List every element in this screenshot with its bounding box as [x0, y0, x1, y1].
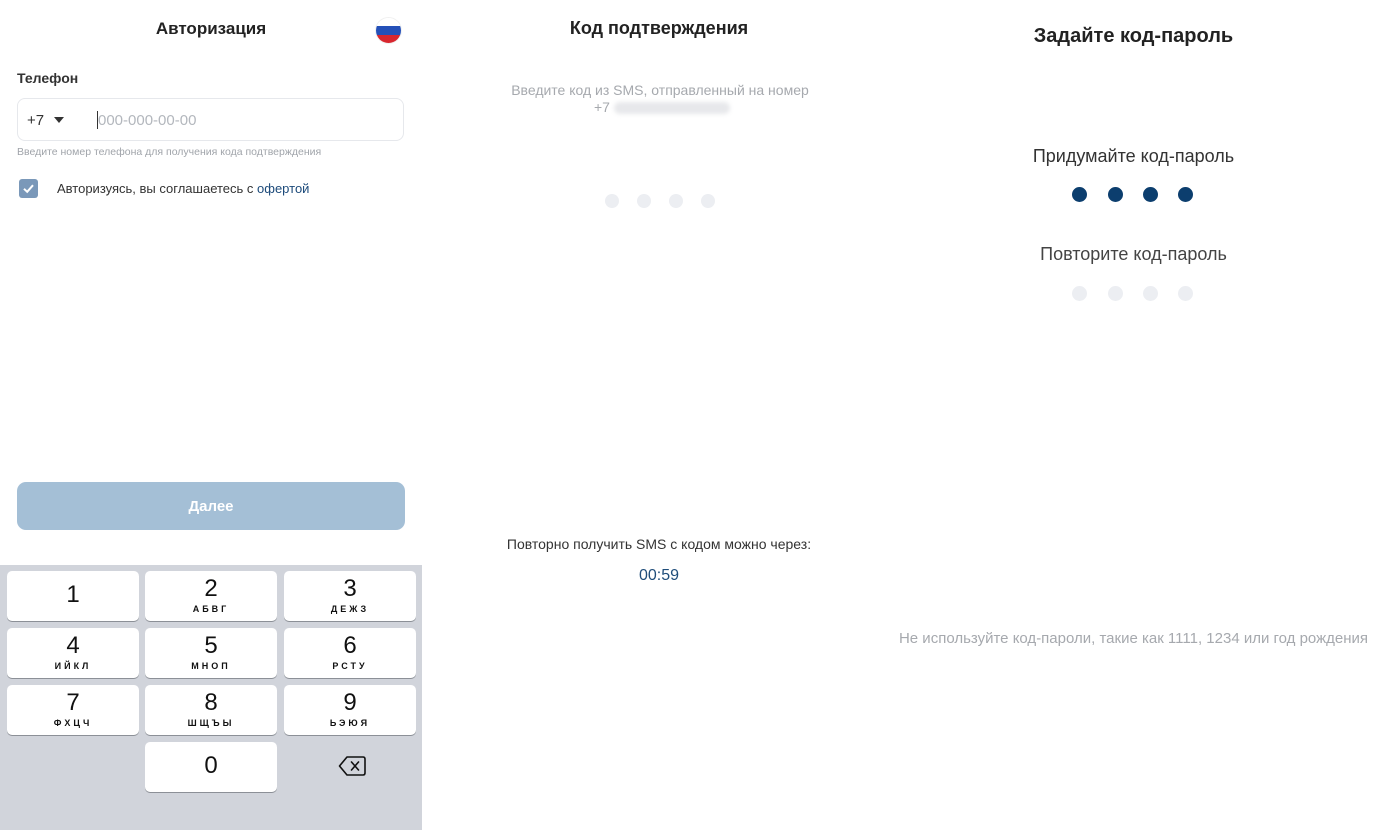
masked-phone-prefix: +7: [594, 99, 610, 115]
phone-label: Телефон: [17, 70, 79, 86]
russia-flag-icon[interactable]: [376, 18, 401, 43]
key-digit: 8: [204, 689, 218, 716]
code-dot: [701, 194, 715, 208]
key-letters: РСТУ: [332, 661, 368, 671]
passcode-dot: [1072, 187, 1087, 202]
key-digit: 9: [343, 689, 357, 716]
agree-checkbox[interactable]: [19, 179, 38, 198]
key-3[interactable]: [284, 571, 416, 621]
passcode-warning: Не используйте код-пароли, такие как 1111, 1234 или год рождения: [898, 630, 1369, 647]
key-digit: 1: [66, 581, 80, 608]
key-1[interactable]: [7, 571, 139, 621]
key-digit: 2: [204, 575, 218, 602]
repeat-dot: [1108, 286, 1123, 301]
code-dot: [605, 194, 619, 208]
resend-text: Повторно получить SMS с кодом можно через:: [506, 536, 812, 552]
auth-screen: [0, 0, 422, 830]
chevron-down-icon[interactable]: [54, 117, 64, 123]
phone-input[interactable]: [98, 107, 388, 133]
key-0[interactable]: [145, 742, 277, 792]
numeric-keyboard: [0, 565, 422, 830]
key-6[interactable]: [284, 628, 416, 678]
key-digit: 3: [343, 575, 357, 602]
repeat-dot: [1072, 286, 1087, 301]
page-title: Задайте код-пароль: [1033, 25, 1234, 47]
offer-link[interactable]: офертой: [257, 181, 310, 196]
key-letters: ЬЭЮЯ: [329, 718, 371, 728]
phone-hint: Введите номер телефона для получения кода подтверждения: [17, 146, 322, 158]
agree-label: Авторизуясь, вы соглашаетесь с: [57, 181, 258, 196]
sms-instruction: Введите код из SMS, отправленный на номер: [511, 82, 809, 98]
repeat-dot: [1178, 286, 1193, 301]
next-button[interactable]: Далее: [17, 482, 405, 530]
key-letters: МНОП: [191, 661, 231, 671]
key-digit: 5: [204, 632, 218, 659]
backspace-icon[interactable]: [338, 755, 366, 777]
code-dot: [637, 194, 651, 208]
key-letters: ДЕЖЗ: [330, 604, 370, 614]
key-letters: ИЙКЛ: [54, 661, 92, 671]
key-8[interactable]: [145, 685, 277, 735]
code-dot: [669, 194, 683, 208]
key-letters: АБВГ: [192, 604, 230, 614]
key-2[interactable]: [145, 571, 277, 621]
key-digit: 4: [66, 632, 80, 659]
create-passcode-label: Придумайте код-пароль: [1032, 146, 1235, 166]
country-code[interactable]: +7: [27, 112, 45, 129]
passcode-dot: [1178, 187, 1193, 202]
key-digit: 0: [204, 752, 218, 779]
resend-timer: 00:59: [638, 567, 680, 584]
phone-field[interactable]: [17, 98, 404, 141]
key-digit: 6: [343, 632, 357, 659]
repeat-passcode-label: Повторите код-пароль: [1040, 244, 1227, 264]
key-5[interactable]: [145, 628, 277, 678]
repeat-dot: [1143, 286, 1158, 301]
key-digit: 7: [66, 689, 80, 716]
key-9[interactable]: [284, 685, 416, 735]
page-title: Авторизация: [155, 19, 267, 38]
key-4[interactable]: [7, 628, 139, 678]
passcode-screen: [896, 0, 1399, 830]
passcode-dot: [1143, 187, 1158, 202]
key-7[interactable]: [7, 685, 139, 735]
masked-phone-number: [614, 102, 730, 114]
key-letters: ФХЦЧ: [53, 718, 93, 728]
agree-text: [57, 181, 309, 196]
confirm-screen: [422, 0, 896, 830]
page-title: Код подтверждения: [569, 18, 749, 38]
checkmark-icon: [22, 182, 35, 195]
key-letters: ШЩЪЫ: [187, 718, 235, 728]
passcode-dot: [1108, 187, 1123, 202]
